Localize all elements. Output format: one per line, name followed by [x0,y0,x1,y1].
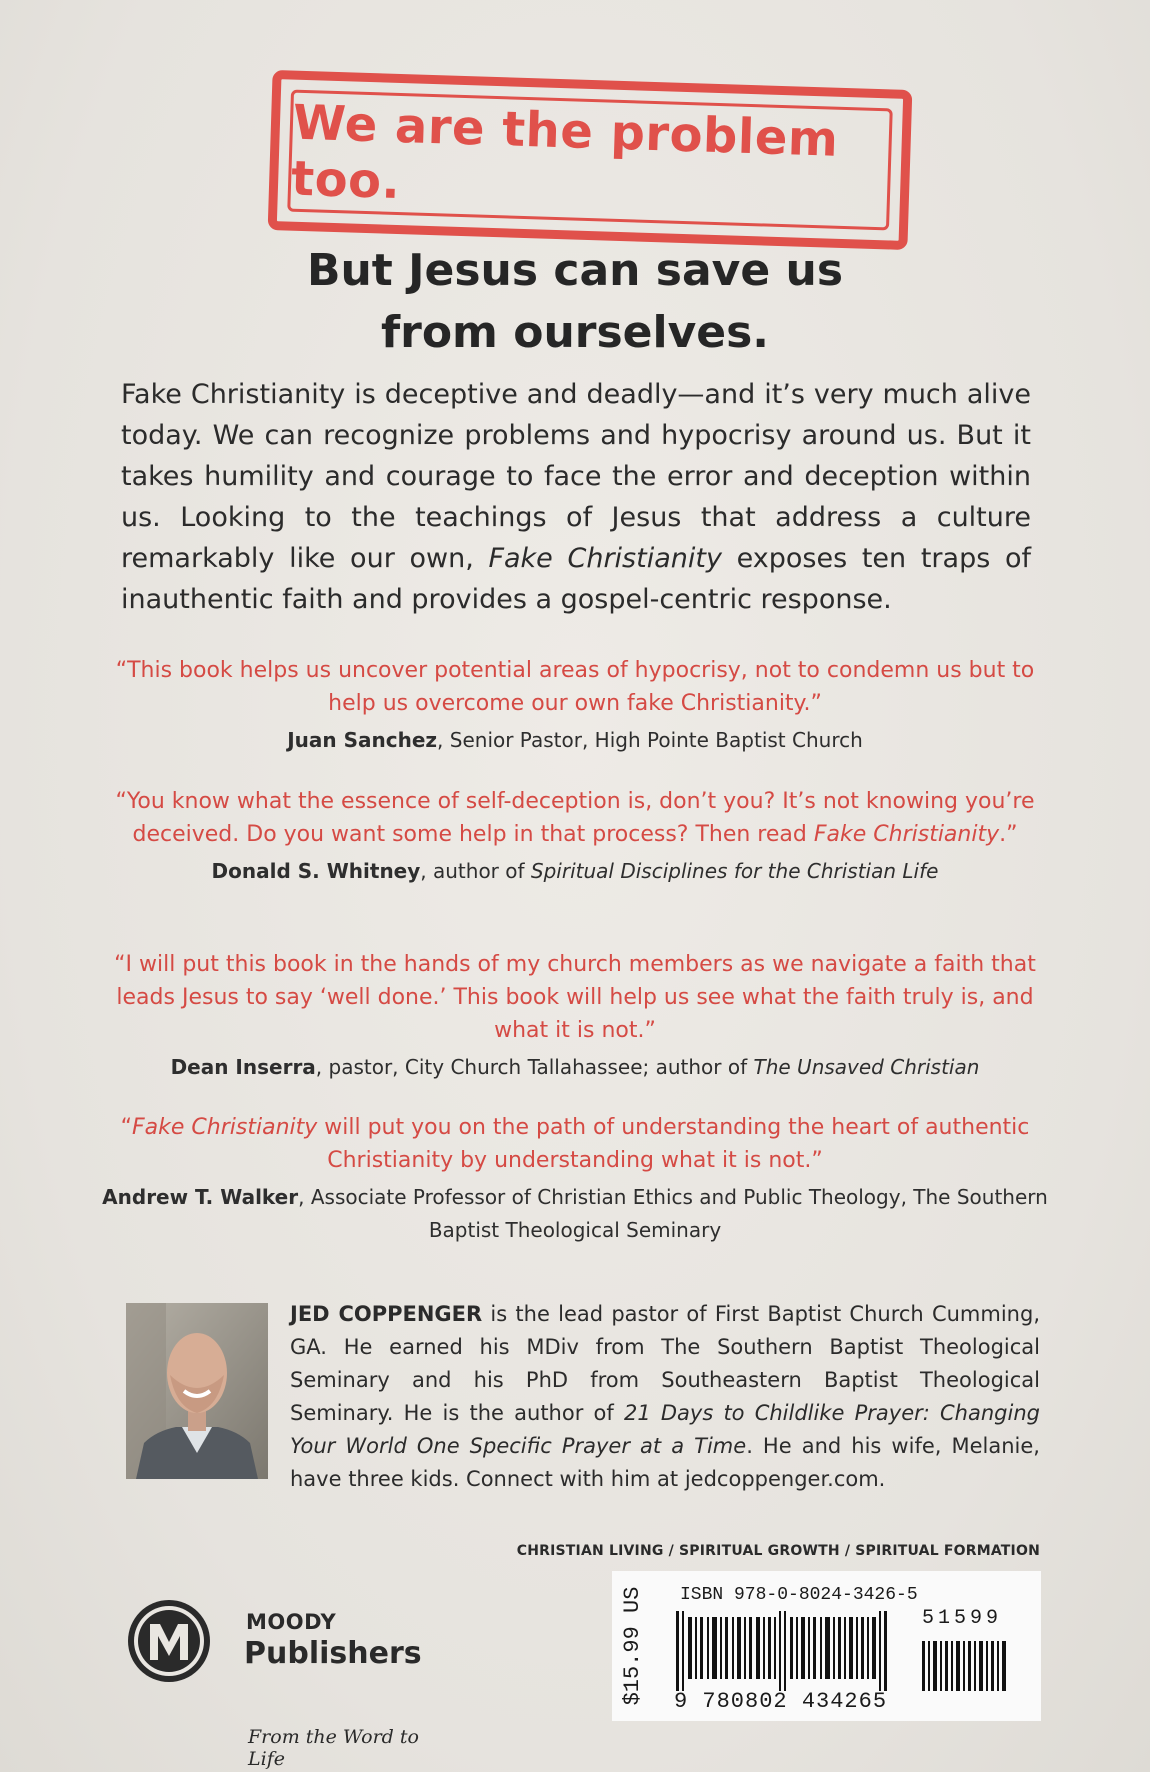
headline-line-1: But Jesus can save us [306,245,844,296]
endorser-role: , pastor, City Church Tallahassee; author of [315,1055,754,1079]
endorser-name: Andrew T. Walker [102,1185,299,1209]
description-text-2: exposes ten traps of inauthentic faith and provides a gospel-centric response. [121,543,1031,615]
endorsement-attribution [100,1181,1050,1247]
endorsement-1 [100,654,1050,757]
endorsement-quote [100,654,1050,720]
endorsement-quote [100,785,1050,851]
endorsement-2 [100,785,1050,888]
quote-text-end: .” [999,822,1018,847]
endorser-role: , Associate Professor of Christian Ethics and Public Theology, The Southern Baptist Theological Seminary [298,1185,1048,1242]
endorsement-3 [100,948,1050,1084]
quote-text: “I will put this book in the hands of my church members as we navigate a faith that leads Jesus to say ‘well done.’ This book will help us see what the faith truly is, and what it is not.” [114,952,1036,1043]
barcode-addon-number: 51599 [922,1607,1003,1630]
headline [0,240,1150,364]
endorser-book-title: The Unsaved Christian [753,1055,980,1079]
book-description [121,374,1031,620]
author-photo [126,1303,268,1479]
price-label: $15.99 US [620,1586,645,1706]
quote-italic: Fake Christianity [132,1115,318,1140]
endorser-book-title: Spiritual Disciplines for the Christian Life [530,859,939,883]
endorsement-4 [100,1111,1050,1247]
author-name: JED COPPENGER [290,1302,483,1326]
publisher-name-line-1: MOODY [246,1610,337,1634]
endorser-role: , Senior Pastor, High Pointe Baptist Church [437,728,863,752]
author-book-title: 21 Days to Childlike Prayer: Changing Your World One Specific Prayer at a Time [290,1401,1040,1458]
quote-text-end: will put you on the path of understanding the heart of authentic Christianity by understanding what it is not.” [317,1115,1030,1173]
category-label: CHRISTIAN LIVING / SPIRITUAL GROWTH / SPIRITUAL FORMATION [516,1543,1040,1559]
description-text-1: Fake Christianity is deceptive and deadly—and it’s very much alive today. We can recognize problems and hypocrisy around us. But it takes humility and courage to face the error and deception within us. Looking to the teachings of Jesus that address a culture remarkably like our own, [121,379,1031,574]
endorsement-quote [100,1111,1050,1177]
author-bio-text-2: . He and his wife, Melanie, have three kids. Connect with him at jedcoppenger.com. [290,1434,1040,1491]
quote-italic: Fake Christianity [813,822,1000,847]
stamp-text: We are the problem too. [290,94,840,211]
stamp-box [268,70,913,250]
endorsement-attribution [100,724,1050,757]
endorsement-attribution [100,1051,1050,1084]
barcode-number: 9 780802 434265 [674,1689,888,1714]
headline-line-2: from ourselves. [380,307,770,358]
quote-text: “This book helps us uncover potential areas of hypocrisy, not to condemn us but to help us overcome our own fake Christianity.” [115,658,1035,716]
endorsement-quote [100,948,1050,1047]
quote-text: “You know what the essence of self-deception is, don’t you? It’s not knowing you’re deceived. Do you want some help in that process? Then read [115,789,1035,847]
endorser-name: Dean Inserra [170,1055,316,1079]
moody-logo-icon [126,1598,212,1684]
author-bio [290,1298,1040,1496]
endorser-name: Donald S. Whitney [211,859,421,883]
isbn-label: ISBN 978-0-8024-3426-5 [680,1585,918,1605]
stamp-inner-border [287,90,893,231]
author-portrait-image [126,1303,268,1479]
barcode-panel [612,1571,1041,1721]
quote-text: “ [120,1115,133,1140]
publisher-tagline: From the Word to Life [248,1726,419,1770]
description-title-italic: Fake Christianity [488,543,722,574]
endorsement-attribution [100,855,1050,888]
publisher-block [126,1598,446,1770]
endorser-name: Juan Sanchez [287,728,438,752]
endorser-role: , author of [420,859,531,883]
publisher-name-line-2: Publishers [244,1636,422,1671]
author-bio-text-1: is the lead pastor of First Baptist Church Cumming, GA. He earned his MDiv from The Southern Baptist Theological Seminary and his PhD from Southeastern Baptist Theological Seminary. He is the author of [290,1302,1040,1425]
